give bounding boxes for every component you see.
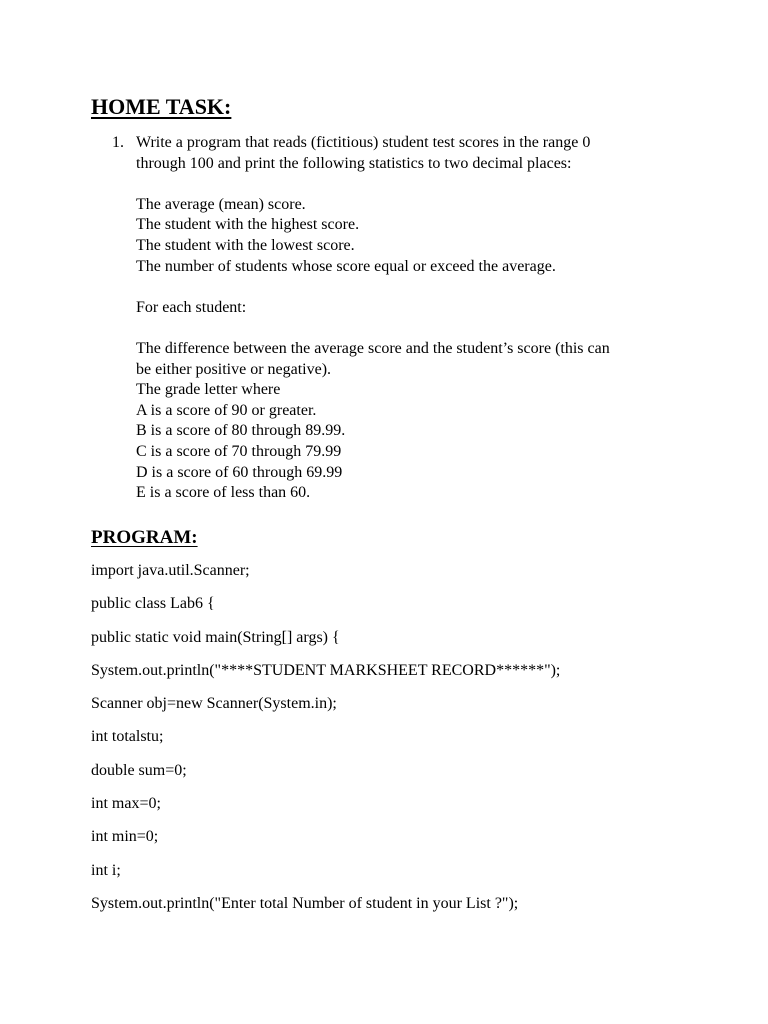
code-line: int totalstu; xyxy=(91,728,164,746)
code-line: Scanner obj=new Scanner(System.in); xyxy=(91,695,337,713)
program-code xyxy=(91,561,560,927)
code-line: int i; xyxy=(91,861,121,879)
statistic-line: The average (mean) score. xyxy=(136,195,306,213)
grade-rule-line: C is a score of 70 through 79.99 xyxy=(136,442,342,460)
task-item-body xyxy=(136,133,676,504)
home-task-heading: HOME TASK: xyxy=(91,94,232,119)
per-student-line: be either positive or negative). xyxy=(136,360,332,378)
code-line: System.out.println("****STUDENT MARKSHEET RECORD******"); xyxy=(91,661,561,679)
statistic-line: The number of students whose score equal or exceed the average. xyxy=(136,257,556,275)
for-each-student-label: For each student: xyxy=(136,298,247,316)
statistic-line: The student with the highest score. xyxy=(136,216,360,234)
code-line: int min=0; xyxy=(91,828,159,846)
task-intro-line: through 100 and print the following statistics to two decimal places: xyxy=(136,154,572,172)
statistic-line: The student with the lowest score. xyxy=(136,236,355,254)
grade-rule-line: D is a score of 60 through 69.99 xyxy=(136,463,343,481)
code-line: int max=0; xyxy=(91,795,161,813)
program-heading: PROGRAM: xyxy=(91,527,198,548)
paragraph-gap xyxy=(136,318,676,339)
grade-rule-line: E is a score of less than 60. xyxy=(136,484,311,502)
code-line: double sum=0; xyxy=(91,761,187,779)
task-item-number: 1. xyxy=(112,134,124,151)
code-line: public static void main(String[] args) { xyxy=(91,628,340,646)
code-line: public class Lab6 { xyxy=(91,595,215,613)
task-intro-line: Write a program that reads (fictitious) student test scores in the range 0 xyxy=(136,134,591,151)
code-line: System.out.println("Enter total Number of student in your List ?"); xyxy=(91,894,519,912)
grade-rule-line: B is a score of 80 through 89.99. xyxy=(136,422,346,440)
grade-rule-line: A is a score of 90 or greater. xyxy=(136,401,317,419)
code-line: import java.util.Scanner; xyxy=(91,562,250,579)
paragraph-gap xyxy=(136,174,676,195)
per-student-line: The grade letter where xyxy=(136,381,281,399)
paragraph-gap xyxy=(136,277,676,298)
per-student-line: The difference between the average score and the student’s score (this can xyxy=(136,339,610,357)
